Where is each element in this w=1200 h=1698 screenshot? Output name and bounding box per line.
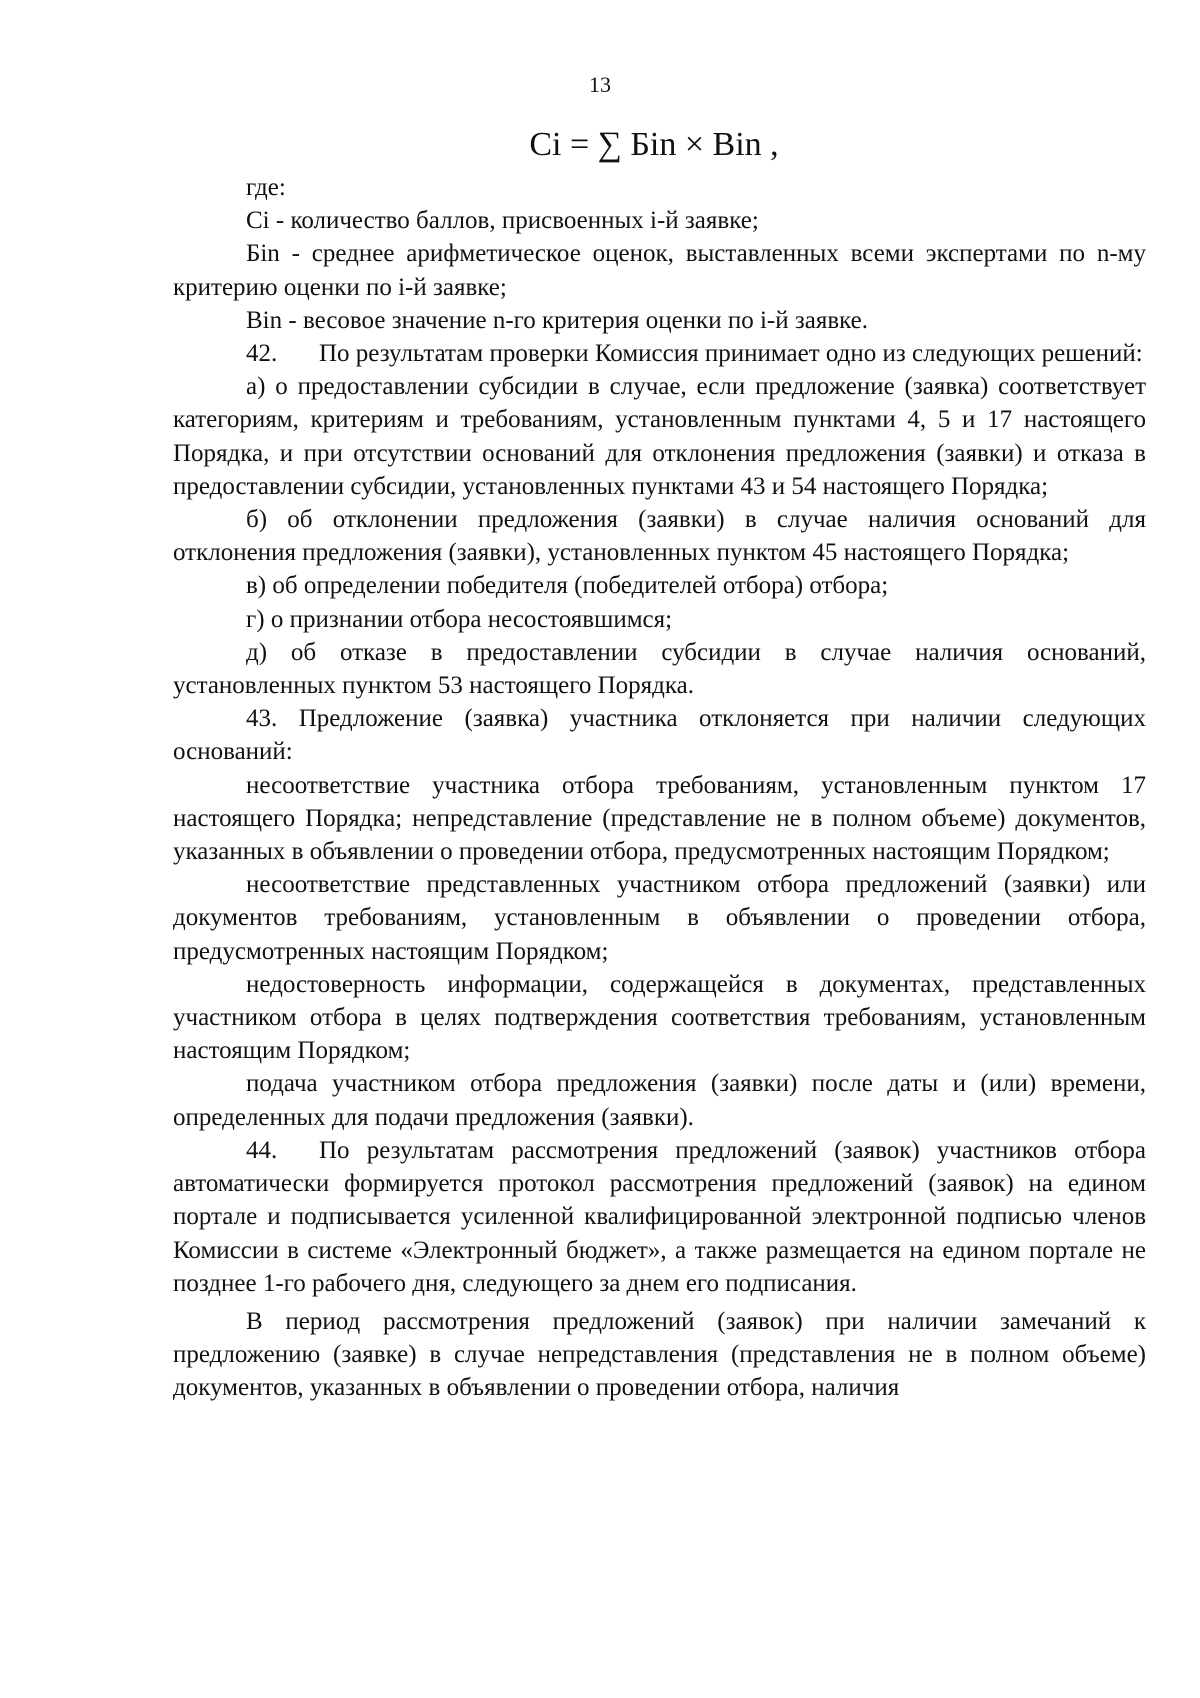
paragraph-clause-43: 43. Предложение (заявка) участника отклоняется при наличии следующих оснований: <box>173 705 1146 766</box>
clause-text: По результатам проверки Комиссия принимает одно из следующих решений: <box>319 340 1143 368</box>
paragraph-43-ground-4: подача участником отбора предложения (заявки) после даты и (или) времени, определенных для подачи предложения (заявки). <box>173 1070 1146 1131</box>
page-number: 13 <box>589 72 611 97</box>
paragraph-bin-average-definition: Бin - среднее арифметическое оценок, выставленных всеми экспертами по n-му критерию оценки по i-й заявке; <box>173 240 1146 301</box>
paragraph-clause-44 <box>173 1134 1146 1300</box>
paragraph-bin-weight-definition: Bin - весовое значение n-го критерия оценки по i-й заявке. <box>246 306 869 334</box>
paragraph-43-ground-3: недостоверность информации, содержащейся в документах, представленных участником отбора в целях подтверждения соответствия требованиям, установленным настоящим Порядком; <box>173 970 1146 1065</box>
paragraph-42-b: б) об отклонении предложения (заявки) в случае наличия оснований для отклонения предложения (заявки), установленных пунктом 45 настоящего Порядка; <box>173 506 1146 567</box>
clause-number: 42. <box>246 340 278 368</box>
paragraph-42-a: а) о предоставлении субсидии в случае, если предложение (заявка) соответствует категориям, критериям и требованиям, установленным пунктами 4, 5 и 17 настоящего Порядка, и при отсутствии оснований для отклонения предложения (заявки) и отказа в предоставлении субсидии, установленных пунктами 43 и 54 настоящего Порядка; <box>173 373 1146 500</box>
paragraph-where: где: <box>246 174 286 201</box>
clause-number: 44. <box>246 1136 278 1164</box>
paragraph-clause-42 <box>173 337 1146 370</box>
paragraph-review-period: В период рассмотрения предложений (заявок) при наличии замечаний к предложению (заявке) в случае непредставления (представления не в полном объеме) документов, указанных в объявлении о проведении отбора, наличия <box>173 1307 1146 1402</box>
paragraph-42-d: д) об отказе в предоставлении субсидии в случае наличия оснований, установленных пунктом 53 настоящего Порядка. <box>173 638 1146 700</box>
score-formula: Ci = ∑ Бin × Bin , <box>529 126 779 163</box>
paragraph-43-ground-2: несоответствие представленных участником отбора предложений (заявки) или документов требованиям, установленным в объявлении о проведении отбора, предусмотренных настоящим Порядком; <box>173 871 1146 965</box>
paragraph-43-ground-1: несоответствие участника отбора требованиям, установленным пунктом 17 настоящего Порядка; непредставление (представление не в полном объеме) документов, указанных в объявлении о проведении отбора, предусмотренных настоящим Порядком; <box>173 771 1146 866</box>
paragraph-42-g: г) о признании отбора несостоявшимся; <box>246 605 673 633</box>
paragraph-ci-definition: Ci - количество баллов, присвоенных i-й заявке; <box>246 207 759 235</box>
clause-text: По результатам рассмотрения предложений (заявок) участников отбора автоматически формируется протокол рассмотрения предложений (заявок) на едином портале и подписывается усиленной квалифицированной электронной подписью членов Комиссии в системе «Электронный бюджет», а также размещается на едином портале не позднее 1-го рабочего дня, следующего за днем его подписания. <box>173 1136 1146 1297</box>
paragraph-42-v: в) об определении победителя (победителей отбора) отбора; <box>246 572 889 600</box>
document-body <box>173 171 1146 1405</box>
